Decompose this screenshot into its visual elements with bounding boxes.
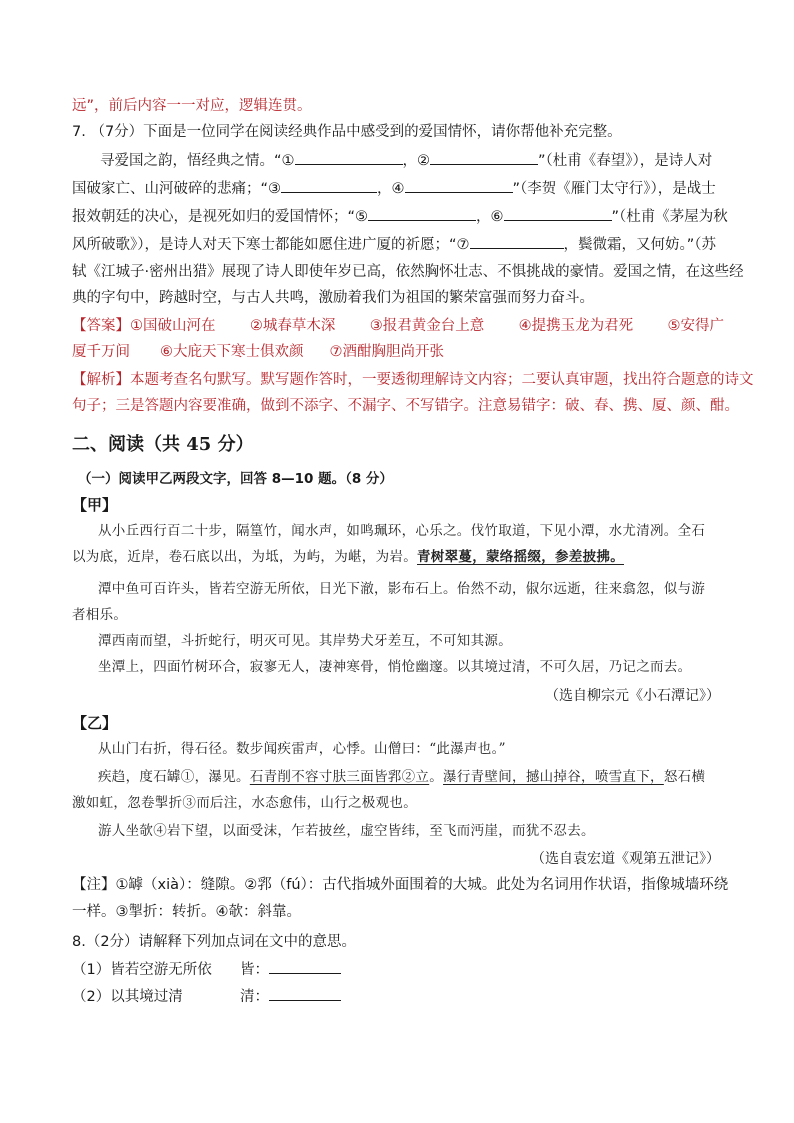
notes-line-1: 【注】①罅（xià）：缝隙。②郛（fú）：古代指城外面围着的大城。此处为名词用作状语，指像城墙环绕 — [72, 877, 729, 893]
q8-item-2: （2）以其境过清 清： — [72, 985, 341, 1006]
q8-title: 8.（2分）请解释下列加点词在文中的意思。 — [72, 934, 357, 950]
q7-analysis-line-2: 句子；三是答题内容要准确，做到不添字、不漏字、不写错字。注意易错字：破、春、携、厦、颜、酣。 — [72, 398, 739, 414]
yi-line: 游人坐欹④岩下望，以面受沫，乍若披丝，虚空皆纬，至飞而沔崖，而犹不忍去。 — [98, 823, 595, 839]
jia-source: （选自柳宗元《小石潭记》） — [545, 688, 720, 704]
answer-blank[interactable] — [269, 986, 341, 1001]
passage-yi-tag: 【乙】 — [72, 714, 118, 732]
answer-blank[interactable] — [504, 206, 612, 221]
q8-item-1: （1）皆若空游无所依 皆： — [72, 958, 341, 979]
q7-title: 7. （7分）下面是一位同学在阅读经典作品中感受到的爱国情怀，请你帮他补充完整。 — [72, 124, 622, 140]
yi-line: 激如虹，忽卷掣折③而后注，水态愈伟，山行之极观也。 — [72, 795, 417, 811]
q7-paragraph-line-2: 国破家亡、山河破碎的悲痛；“③ ，④ ”（李贺《雁门太守行》），是战士 — [72, 178, 716, 199]
underlined-sentence: 青树翠蔓，蒙络摇缀，参差披拂。 — [417, 549, 624, 565]
jia-line: 以为底，近岸，卷石底以出，为坻，为屿，为嵁，为岩。青树翠蔓，蒙络摇缀，参差披拂。 — [72, 549, 624, 565]
q7-paragraph-line-4: 风所破歌》），是诗人对天下寒士都能如愿住进广厦的祈愿；“⑦ ，鬓微霜，又何妨。”（苏 — [72, 234, 716, 255]
jia-line: 从小丘西行百二十步，隔篁竹，闻水声，如鸣珮环，心乐之。伐竹取道，下见小潭，水尤清冽。全石 — [98, 523, 706, 539]
jia-line: 坐潭上，四面竹树环合，寂寥无人，凄神寒骨，悄怆幽邃。以其境过清，不可久居，乃记之而去。 — [98, 659, 692, 675]
q7-answer-line-2: 厦千万间 ⑥大庇天下寒士俱欢颜 ⑦酒酣胸胆尚开张 — [72, 344, 444, 360]
underlined-phrase: 石青削不容寸肤三面皆郛②立 — [249, 769, 430, 785]
notes-line-2: 一样。③掣折：转折。④欹：斜靠。 — [72, 904, 301, 920]
passage-jia-tag: 【甲】 — [72, 496, 118, 514]
q7-paragraph-line-3: 报效朝廷的决心，是视死如归的爱国情怀；“⑤ ，⑥ ”（杜甫《茅屋为秋 — [72, 206, 728, 227]
answer-blank[interactable] — [405, 178, 513, 193]
answer-blank[interactable] — [470, 234, 564, 249]
q7-paragraph-line-6: 典的字句中，跨越时空，与古人共鸣，激励着我们为祖国的繁荣富强而努力奋斗。 — [72, 290, 594, 306]
jia-line: 潭西南而望，斗折蛇行，明灭可见。其岸势犬牙差互，不可知其源。 — [98, 633, 512, 649]
jia-line: 潭中鱼可百许头，皆若空游无所依，日光下澈，影布石上。佁然不动，俶尔远逝，往来翕忽，似与游 — [98, 581, 706, 597]
q7-paragraph-line-5: 轼《江城子·密州出猎》展现了诗人即使年岁已高，依然胸怀壮志、不惧挑战的豪情。爱国之情，在这些经 — [72, 264, 744, 280]
answer-blank[interactable] — [368, 206, 476, 221]
top-line: 远”，前后内容一一对应，逻辑连贯。 — [72, 98, 312, 114]
answer-blank[interactable] — [430, 150, 538, 165]
yi-line: 疾趋，度石罅①，瀑见。石青削不容寸肤三面皆郛②立。瀑行青壁间，撼山掉谷，喷雪直下，怒石横 — [98, 769, 706, 785]
answer-blank[interactable] — [281, 178, 377, 193]
underlined-phrase: 瀑行青壁间，撼山掉谷，喷雪直下， — [443, 769, 664, 785]
section-heading: 二、阅读（共 45 分） — [72, 434, 254, 455]
answer-blank[interactable] — [269, 959, 341, 974]
q7-paragraph-line-1: 寻爱国之韵，悟经典之情。“① ，② ”（杜甫《春望》），是诗人对 — [100, 150, 712, 171]
yi-source: （选自袁宏道《观第五泄记》） — [531, 851, 720, 867]
yi-line: 从山门右折，得石径。数步闻疾雷声，心悸。山僧曰：“此瀑声也。” — [98, 741, 506, 757]
answer-blank[interactable] — [295, 150, 403, 165]
section-subheading: （一）阅读甲乙两段文字，回答 8—10 题。（8 分） — [78, 471, 393, 487]
q7-analysis-line-1: 【解析】本题考查名句默写。默写题作答时，一要透彻理解诗文内容；二要认真审题，找出符合题意的诗文 — [72, 372, 754, 388]
jia-line: 者相乐。 — [72, 607, 128, 623]
q7-answer-line-1: 【答案】①国破山河在 ②城春草木深 ③报君黄金台上意 ④提携玉龙为君死 ⑤安得广 — [72, 318, 724, 334]
